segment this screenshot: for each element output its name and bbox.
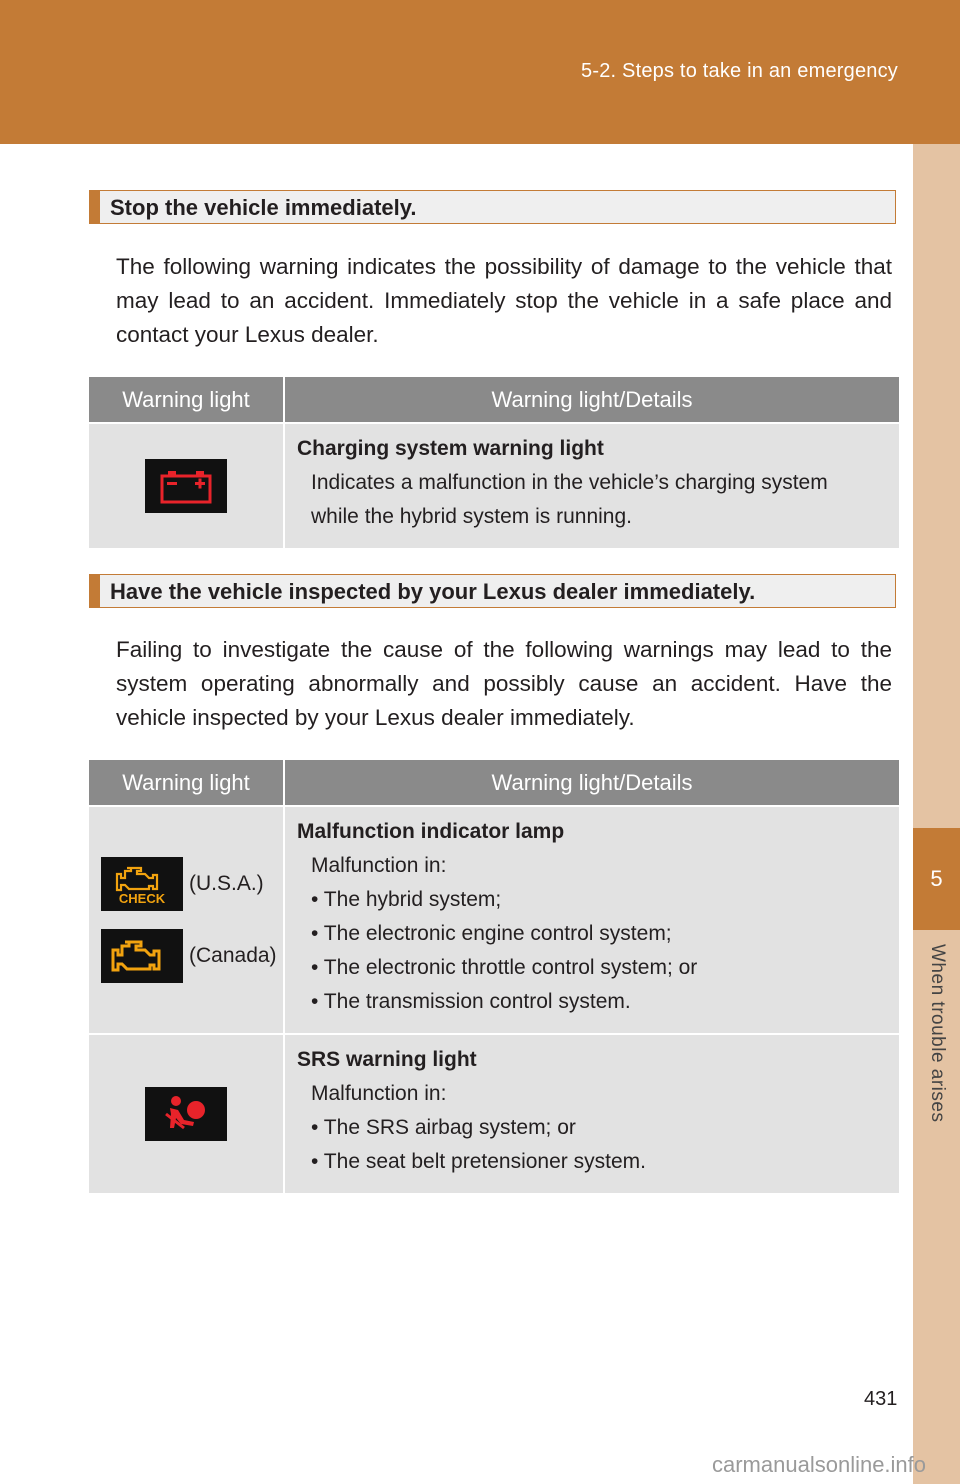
side-tab xyxy=(913,144,960,1484)
section1-paragraph: The following warning indicates the possibility of damage to the vehicle that may lead to an accident. Immediately stop the vehicle in a safe place and contact your Lexus dealer. xyxy=(116,254,892,347)
col-details: Warning light/Details xyxy=(284,377,899,423)
detail-intro: Malfunction in: xyxy=(311,854,447,877)
detail-line: Indicates a malfunction in the vehicle’s charging system xyxy=(311,471,828,494)
detail-bullet: • The transmission control system. xyxy=(311,990,631,1013)
region-label-usa: (U.S.A.) xyxy=(189,872,264,895)
detail-bullet: • The electronic engine control system; xyxy=(311,922,672,945)
chapter-label-text: When trouble arises xyxy=(926,944,948,1123)
check-text: CHECK xyxy=(118,891,166,906)
detail-bullet: • The electronic throttle control system; or xyxy=(311,956,698,979)
heading-accent-bar xyxy=(90,191,100,223)
table-row xyxy=(89,1034,899,1193)
table-row xyxy=(89,423,899,548)
table-row xyxy=(89,806,899,1034)
col-warning-light: Warning light xyxy=(89,377,284,423)
section-heading-inspect xyxy=(89,574,896,608)
col-warning-light: Warning light xyxy=(89,760,284,806)
heading-text: Have the vehicle inspected by your Lexus dealer immediately. xyxy=(110,579,756,604)
chapter-label xyxy=(913,944,960,1134)
watermark: carmanualsonline.info xyxy=(712,1452,927,1477)
warning-title: Charging system warning light xyxy=(297,437,604,460)
section-title: 5-2. Steps to take in an emergency xyxy=(581,60,898,82)
detail-line: while the hybrid system is running. xyxy=(311,505,632,528)
region-label-canada: (Canada) xyxy=(189,944,277,967)
page-number: 431 xyxy=(864,1388,898,1410)
details-cell xyxy=(284,806,899,1034)
table-header-row xyxy=(89,377,899,423)
detail-intro: Malfunction in: xyxy=(311,1082,447,1105)
col-details: Warning light/Details xyxy=(284,760,899,806)
details-cell xyxy=(284,1034,899,1193)
engine-icon xyxy=(101,929,183,983)
section2-paragraph: Failing to investigate the cause of the following warnings may lead to the system operating abnormally and possibly cause an accident. Have the vehicle inspected by your Lexus dealer immediately. xyxy=(116,637,892,730)
section-heading-stop xyxy=(89,190,896,224)
warning-table-1 xyxy=(89,377,899,548)
detail-bullet: • The SRS airbag system; or xyxy=(311,1116,576,1139)
table-header-row xyxy=(89,760,899,806)
icon-cell xyxy=(89,806,284,1034)
warning-title: Malfunction indicator lamp xyxy=(297,820,565,843)
details-cell xyxy=(284,423,899,548)
srs-airbag-icon xyxy=(145,1087,227,1141)
page-header xyxy=(0,0,960,144)
heading-text: Stop the vehicle immediately. xyxy=(110,195,417,220)
detail-bullet: • The hybrid system; xyxy=(311,888,502,911)
battery-icon xyxy=(145,459,227,513)
check-engine-icon xyxy=(101,857,183,911)
warning-table-2 xyxy=(89,760,899,1193)
icon-cell xyxy=(89,423,284,548)
chapter-number: 5 xyxy=(913,828,960,930)
heading-accent-bar xyxy=(90,575,100,607)
icon-cell xyxy=(89,1034,284,1193)
warning-title: SRS warning light xyxy=(297,1048,477,1071)
detail-bullet: • The seat belt pretensioner system. xyxy=(311,1150,646,1173)
